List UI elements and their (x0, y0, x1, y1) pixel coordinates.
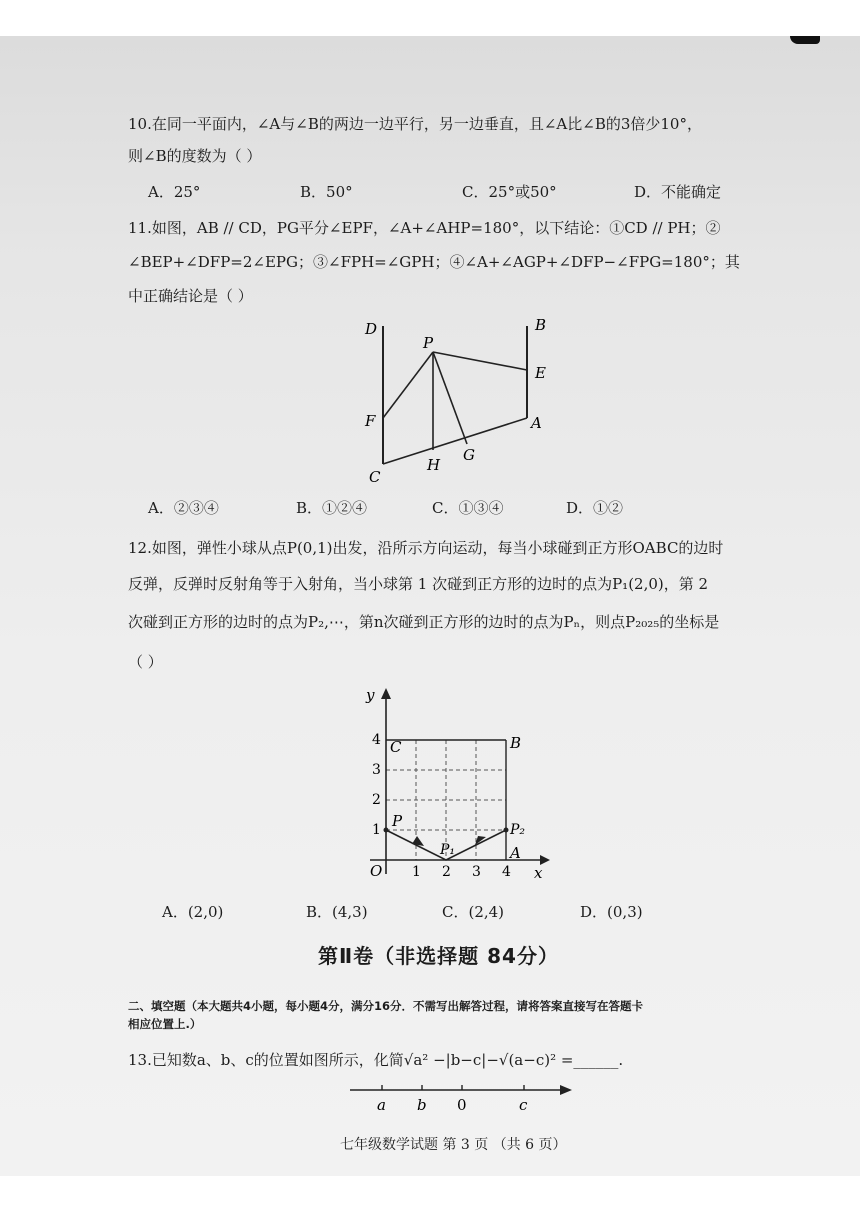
q12-line1: 12.如图，弹性小球从点P(0,1)出发，沿所示方向运动，每当小球碰到正方形OABC的边时 (128, 539, 724, 557)
y-tick-4: 4 (372, 732, 381, 748)
q13-number-line (344, 1080, 584, 1120)
label-a: a (377, 1096, 386, 1114)
q11-option-d: D．①② (566, 499, 624, 517)
label-e: E (535, 364, 546, 382)
label-f: F (365, 412, 376, 430)
section-title: 第Ⅱ卷（非选择题 84分） (318, 944, 559, 968)
x-axis-label: x (534, 864, 543, 880)
label-c: c (519, 1096, 528, 1114)
q11-figure (355, 312, 565, 492)
corner-mark (790, 36, 820, 44)
q10-line2: 则∠B的度数为（ ） (128, 147, 262, 165)
q11-option-a: A．②③④ (148, 499, 219, 517)
line-pf (383, 352, 433, 418)
label-c: C (369, 468, 381, 486)
origin-label: O (370, 862, 383, 880)
label-b: b (417, 1096, 427, 1114)
q10-option-a: A．25° (148, 183, 201, 201)
q12-option-a: A．(2,0) (162, 903, 224, 921)
q12-line2: 反弹，反弹时反射角等于入射角，当小球第 1 次碰到正方形的边时的点为P₁(2,0)，第 2 (128, 575, 709, 593)
q10-line1: 10.在同一平面内，∠A与∠B的两边一边平行，另一边垂直，且∠A比∠B的3倍少10°， (128, 115, 702, 133)
label-p2: P₂ (510, 822, 526, 838)
q10-option-c: C．25°或50° (462, 183, 557, 201)
point-p2 (504, 828, 509, 833)
label-p: P (423, 334, 434, 352)
q12-option-d: D．(0,3) (580, 903, 643, 921)
line-pe (433, 352, 527, 370)
q12-option-c: C．(2,4) (442, 903, 505, 921)
point-p (384, 828, 389, 833)
y-axis-label: y (366, 686, 375, 704)
fill-blank-header-line1: 二、填空题（本大题共4小题，每小题4分，满分16分．不需写出解答过程，请将答案直接写在答题卡 (128, 999, 644, 1013)
page-footer: 七年级数学试题 第 3 页 （共 6 页） (340, 1137, 567, 1153)
y-tick-1: 1 (372, 822, 381, 838)
q11-option-c: C．①③④ (432, 499, 504, 517)
x-tick-1: 1 (412, 864, 421, 880)
x-tick-2: 2 (442, 864, 451, 880)
label-h: H (427, 456, 441, 474)
label-p: P (392, 812, 403, 830)
q12-line3: 次碰到正方形的边时的点为P₂,⋯，第n次碰到正方形的边时的点为Pₙ，则点P₂₀₂₅的坐标是 (128, 613, 720, 631)
label-a: A (531, 414, 542, 432)
x-tick-4: 4 (502, 864, 511, 880)
label-c: C (390, 738, 402, 756)
label-d: D (365, 320, 378, 338)
q12-line4: （ ） (128, 653, 163, 671)
label-a: A (510, 844, 521, 862)
q13-text: 13.已知数a、b、c的位置如图所示，化简√a² −|b−c|−√(a−c)² =______. (128, 1051, 624, 1069)
label-p1: P₁ (440, 842, 456, 858)
x-tick-3: 3 (472, 864, 481, 880)
q11-option-b: B．①②④ (296, 499, 368, 517)
line-ca (383, 418, 527, 464)
y-tick-3: 3 (372, 762, 381, 778)
fill-blank-header-line2: 相应位置上.） (128, 1017, 202, 1031)
line-pg (433, 352, 467, 444)
q11-line2: ∠BEP+∠DFP=2∠EPG；③∠FPH=∠GPH；④∠A+∠AGP+∠DFP−∠FPG=180°；其 (128, 253, 740, 271)
q10-option-b: B．50° (300, 183, 353, 201)
q10-option-d: D．不能确定 (634, 183, 722, 201)
q11-line1: 11.如图，AB // CD，PG平分∠EPF，∠A+∠AHP=180°，以下结论：①CD // PH；② (128, 219, 721, 237)
label-zero: 0 (457, 1096, 467, 1114)
q12-figure (360, 684, 560, 880)
q12-option-b: B．(4,3) (306, 903, 368, 921)
number-line-arrow (560, 1085, 572, 1095)
label-b: B (535, 316, 547, 334)
label-b: B (510, 734, 522, 752)
y-axis-arrow (381, 688, 391, 699)
label-g: G (463, 446, 475, 464)
q11-line3: 中正确结论是（ ） (128, 287, 253, 305)
y-tick-2: 2 (372, 792, 381, 808)
